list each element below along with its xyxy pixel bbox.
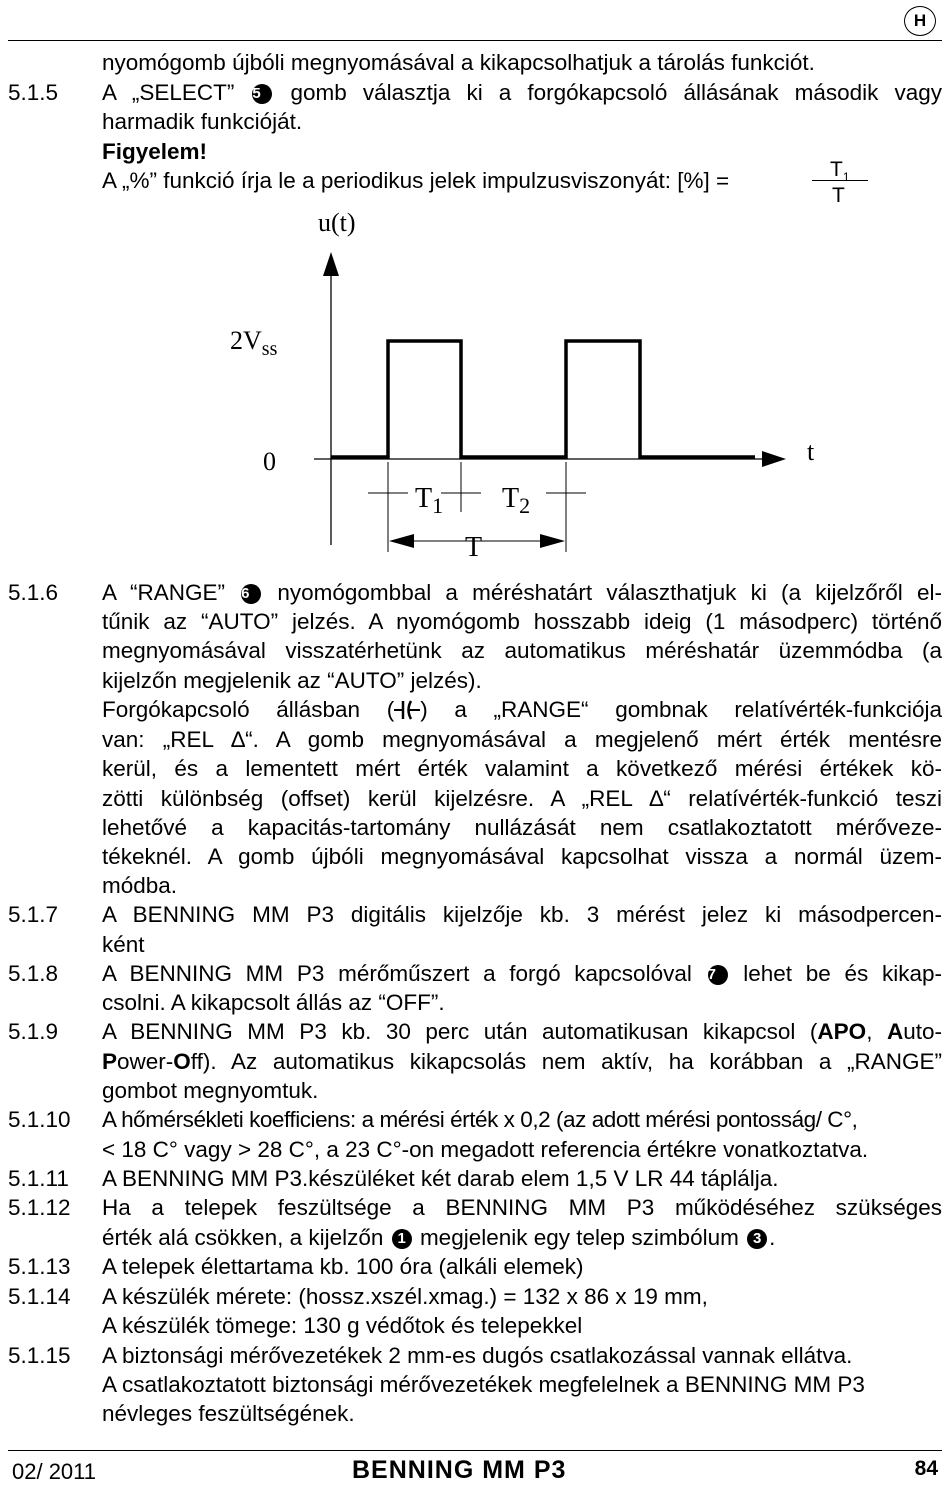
circled-number-7: 7 [708,965,728,985]
text-line: Power-Off). Az automatikus kikapcsolás nem aktív, ha korábban a „RANGE” [102,1049,942,1074]
language-badge: H [904,6,936,36]
percent-formula-text: A „%” funkció írja le a periodikus jelek impulzusviszonyát: [%] = [102,168,730,193]
section-number: 5.1.9 [8,1019,59,1044]
text-line: A BENNING MM P3.készüléket két darab elem 1,5 V LR 44 táplálja. [102,1166,779,1191]
text-line: A biztonsági mérővezetékek 2 mm-es dugós csatlakozással vannak ellátva. [102,1343,853,1368]
text-line: Ha a telepek feszültsége a BENNING MM P3 működéséhez szükséges [102,1195,942,1220]
section-number: 5.1.13 [8,1254,71,1279]
period-label: T [465,532,483,563]
pulse-waveform [331,341,755,457]
circled-number-1: 1 [392,1229,412,1249]
text-line: nyomógomb újbóli megnyomásával a kikapcsolhatjuk a tárolás funkciót. [102,50,815,75]
circled-number-6: 6 [241,584,261,604]
text-line: A csatlakoztatott biztonsági mérővezetékek megfelelnek a BENNING MM P3 [102,1372,865,1397]
footer-date: 02/ 2011 [12,1459,97,1484]
period-arrow-left [389,534,414,548]
level-label: $2V_{ss}$ [230,326,278,360]
section-number: 5.1.6 [8,580,59,605]
x-axis-arrow [762,451,786,467]
text-line: harmadik funkcióját. [102,109,303,134]
page-number: 84 [914,1457,938,1480]
text-line: zötti különbség (offset) kerül kijelzésre. A „REL ∆“ relatívérték-funkció teszi [102,786,942,811]
fraction-denominator: T [832,184,845,207]
t2-label: $T_2$ [502,483,531,518]
text-line: kijelzőn megjelenik az “AUTO” jelzés). [102,668,482,693]
warning-heading: Figyelem! [102,139,208,164]
section-number: 5.1.15 [8,1343,71,1368]
fraction-numerator: $T_1$ [830,158,850,185]
text-line: A “RANGE” 6 nyomógombbal a méréshatárt választhatjuk ki (a kijelzőről el- [102,580,942,605]
section-number: 5.1.12 [8,1195,71,1220]
capacitor-icon [394,699,420,721]
footer-brand: BENNING MM P3 [352,1456,567,1484]
text-line: megnyomásával visszatérhetünk az automatikus méréshatár üzemmódba (a [102,638,942,663]
text-line: A készülék tömege: 130 g védőtok és telepekkel [102,1313,583,1338]
circled-number-3: 3 [747,1229,767,1249]
y-axis-arrow [323,252,339,276]
text-line: lehetővé a kapacitás-tartomány nullázását nem csatlakoztatott mérőveze- [102,815,942,840]
text-line: A BENNING MM P3 digitális kijelzője kb. 3 mérést jelez ki másodpercen- [102,902,942,927]
y-axis-label: u(t) [318,208,356,237]
section-number: 5.1.14 [8,1284,71,1309]
text-line: névleges feszültségének. [102,1401,355,1426]
text-line: tékeknél. A gomb újbóli megnyomásával kapcsolhat vissza a normál üzem- [102,844,942,869]
text-line: csolni. A kikapcsolt állás az “OFF”. [102,990,445,1015]
section-number: 5.1.11 [8,1166,69,1191]
text-line: gombot megnyomtuk. [102,1078,319,1103]
section-number: 5.1.10 [8,1107,71,1132]
section-number: 5.1.7 [8,902,59,927]
section-number: 5.1.5 [8,80,59,105]
text-line: A hőmérsékleti koefficiens: a mérési érték x 0,2 (az adott mérési pontosság/ C°, [102,1107,858,1132]
text-line: A BENNING MM P3 mérőműszert a forgó kapcsolóval 7 lehet be és kikap- [102,961,942,986]
text-line: tűnik az “AUTO” jelzés. A nyomógomb hosszabb ideig (1 másodperc) történő [102,609,942,634]
section-number: 5.1.8 [8,961,59,986]
footer-rule [8,1450,942,1451]
zero-label: 0 [263,447,276,476]
text-line: kerül, és a lementett mért érték valamint a következő mérési értékek kö- [102,756,942,781]
t-axis-label: t [807,437,815,466]
text-line: A BENNING MM P3 kb. 30 perc után automatikusan kikapcsol (APO, Auto- [102,1019,942,1044]
period-arrow-right [540,534,565,548]
text-line: A készülék mérete: (hossz.xszél.xmag.) = 132 x 86 x 19 mm, [102,1284,708,1309]
text-line: A telepek élettartama kb. 100 óra (alkáli elemek) [102,1254,584,1279]
text-line: A „SELECT” 5 gomb választja ki a forgókapcsoló állásának második vagy [102,80,942,105]
text-line: érték alá csökken, a kijelzőn 1 megjelenik egy telep szimbólum 3 . [102,1225,776,1250]
circled-number-5: 5 [252,84,272,104]
text-line: < 18 C° vagy > 28 C°, a 23 C°-on megadott referencia értékre vonatkoztatva. [102,1137,869,1162]
text-line: módba. [102,873,178,898]
t1-label: $T_1$ [415,483,444,518]
text-line: Forgókapcsoló állásban ( ) a „RANGE“ gombnak relatívérték-funkciója [102,697,943,722]
text-line: ként [102,932,145,957]
text-line: van: „REL ∆“. A gomb megnyomásával a megjelenő mért érték mentésre [102,727,942,752]
pulse-waveform-diagram [0,0,950,580]
